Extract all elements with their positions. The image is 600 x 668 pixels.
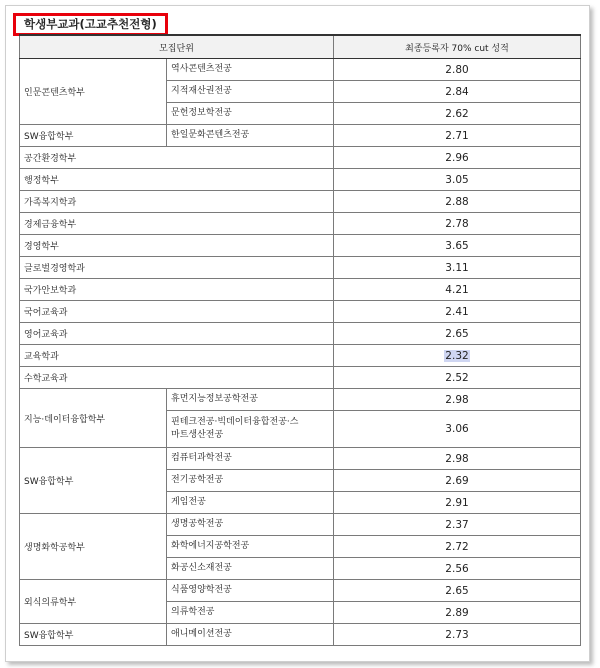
score-value: 2.37 (445, 518, 469, 531)
score-cell (334, 59, 581, 81)
score-value: 2.56 (445, 562, 469, 575)
score-cell (334, 624, 581, 646)
table-row (20, 367, 581, 389)
score-value: 2.96 (445, 151, 469, 164)
score-value: 2.32 (445, 349, 469, 362)
department-cell: 의류학전공 (167, 602, 334, 624)
score-cell (334, 301, 581, 323)
college-cell: SW융합학부 (20, 624, 167, 646)
college-cell: 수학교육과 (20, 367, 334, 389)
department-cell: 애니메이션전공 (167, 624, 334, 646)
department-cell: 한일문화콘텐츠전공 (167, 125, 334, 147)
score-value: 3.65 (445, 239, 469, 252)
department-cell: 생명공학전공 (167, 514, 334, 536)
college-cell: 글로벌경영학과 (20, 257, 334, 279)
department-cell: 핀테크전공·빅데이터융합전공·스마트생산전공 (167, 411, 334, 448)
department-cell: 전기공학전공 (167, 470, 334, 492)
table-row (20, 191, 581, 213)
college-cell: 행정학부 (20, 169, 334, 191)
department-cell: 식품영양학전공 (167, 580, 334, 602)
department-cell: 화공신소재전공 (167, 558, 334, 580)
college-cell: 지능·데이터융합학부 (20, 389, 167, 448)
score-value: 2.91 (445, 496, 469, 509)
department-cell: 문헌정보학전공 (167, 103, 334, 125)
college-cell: 생명화학공학부 (20, 514, 167, 580)
table-row (20, 235, 581, 257)
table-row (20, 169, 581, 191)
table-row (20, 279, 581, 301)
score-value: 4.21 (445, 283, 469, 296)
score-value: 2.98 (445, 452, 469, 465)
score-cell (334, 367, 581, 389)
score-value: 2.65 (445, 584, 469, 597)
score-cell (334, 389, 581, 411)
score-cell (334, 558, 581, 580)
table-row (20, 147, 581, 169)
header-unit: 모집단위 (20, 35, 334, 59)
college-cell: 가족복지학과 (20, 191, 334, 213)
score-value: 2.88 (445, 195, 469, 208)
score-cell (334, 602, 581, 624)
score-value: 2.62 (445, 107, 469, 120)
table-row (20, 59, 581, 81)
college-cell: 국어교육과 (20, 301, 334, 323)
score-cell (334, 580, 581, 602)
score-value: 2.71 (445, 129, 469, 142)
score-value: 2.41 (445, 305, 469, 318)
header-value: 최종등록자 70% cut 성적 (334, 35, 581, 59)
score-cell (334, 81, 581, 103)
score-value: 2.69 (445, 474, 469, 487)
college-cell: 외식의류학부 (20, 580, 167, 624)
score-value: 2.72 (445, 540, 469, 553)
table-row (20, 448, 581, 470)
department-cell: 휴먼지능정보공학전공 (167, 389, 334, 411)
score-cell (334, 448, 581, 470)
table-row (20, 345, 581, 367)
table-row (20, 389, 581, 411)
score-cell (334, 191, 581, 213)
college-cell: 공간환경학부 (20, 147, 334, 169)
score-cell (334, 536, 581, 558)
score-cell (334, 169, 581, 191)
score-cell (334, 235, 581, 257)
table-row (20, 257, 581, 279)
score-value: 2.89 (445, 606, 469, 619)
score-cell (334, 492, 581, 514)
score-value: 3.06 (445, 423, 469, 435)
department-cell: 게임전공 (167, 492, 334, 514)
college-cell: SW융합학부 (20, 125, 167, 147)
score-cell (334, 323, 581, 345)
score-cell (334, 345, 581, 367)
college-cell: SW융합학부 (20, 448, 167, 514)
department-cell: 컴퓨터과학전공 (167, 448, 334, 470)
table-row (20, 213, 581, 235)
table-row (20, 323, 581, 345)
score-value: 2.65 (445, 327, 469, 340)
cutoff-table (19, 34, 581, 646)
score-cell (334, 103, 581, 125)
score-value: 2.80 (445, 63, 469, 76)
college-cell: 인문콘텐츠학부 (20, 59, 167, 125)
college-cell: 국가안보학과 (20, 279, 334, 301)
table-title: 학생부교과(고교추천전형) (13, 13, 168, 36)
college-cell: 교육학과 (20, 345, 334, 367)
score-cell (334, 213, 581, 235)
table-row (20, 514, 581, 536)
score-cell (334, 279, 581, 301)
score-cell (334, 125, 581, 147)
department-cell: 지적재산권전공 (167, 81, 334, 103)
college-cell: 경제금융학부 (20, 213, 334, 235)
department-cell: 역사콘텐츠전공 (167, 59, 334, 81)
table-row (20, 624, 581, 646)
score-value: 2.78 (445, 217, 469, 230)
college-cell: 영어교육과 (20, 323, 334, 345)
table-row (20, 580, 581, 602)
score-cell (334, 470, 581, 492)
score-value: 3.05 (445, 173, 469, 186)
table-row (20, 301, 581, 323)
score-value: 2.84 (445, 85, 469, 98)
header-row (20, 35, 581, 59)
score-value: 2.52 (445, 371, 469, 384)
score-value: 2.98 (445, 393, 469, 406)
score-cell (334, 147, 581, 169)
score-cell (334, 514, 581, 536)
college-cell: 경영학부 (20, 235, 334, 257)
department-cell: 화학에너지공학전공 (167, 536, 334, 558)
score-cell (334, 257, 581, 279)
score-cell (334, 411, 581, 448)
table-row (20, 125, 581, 147)
score-value: 2.73 (445, 628, 469, 641)
score-value: 3.11 (445, 261, 469, 274)
